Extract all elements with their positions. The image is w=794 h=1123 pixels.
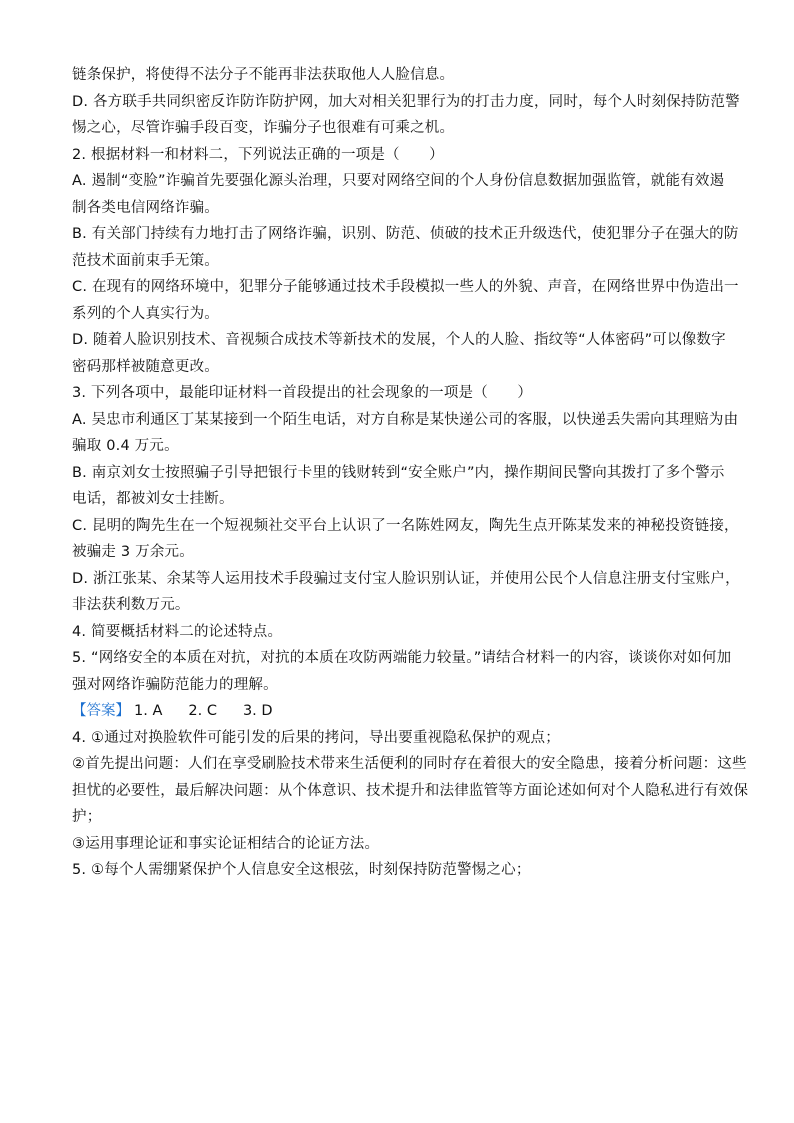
text-line: 4. ①通过对换脸软件可能引发的后果的拷问，导出要重视隐私保护的观点； [72,729,560,746]
answer-item: 3. D [242,703,273,719]
question-lines [72,62,740,698]
answer-row [72,698,722,725]
text-line: 骗取 0.4 万元。 [72,438,179,454]
text-line: 强对网络诈骗防范能力的理解。 [72,676,278,693]
answer-item: 2. C [188,703,217,719]
text-line: 2. 根据材料一和材料二，下列说法正确的一项是（ ） [72,146,444,163]
text-line: 被骗走 3 万余元。 [72,544,194,560]
text-line: A. 吴忠市利通区丁某某接到一个陌生电话，对方自称是某快递公司的客服，以快递丢失需向其理赔为由 [72,411,739,428]
text-line: 系列的个人真实行为。 [72,305,219,322]
text-line: B. 有关部门持续有力地打击了网络诈骗，识别、防范、侦破的技术正升级迭代，使犯罪分子在强大的防 [72,226,739,242]
document-body [72,62,749,884]
text-line: A. 遏制“变脸”诈骗首先要强化源头治理，只要对网络空间的个人身份信息数据加强监管，就能有效遏 [72,173,725,189]
text-line: B. 南京刘女士按照骗子引导把银行卡里的钱财转到“安全账户”内，操作期间民警向其拨打了多个警示 [72,464,725,481]
text-line: 4. 简要概括材料二的论述特点。 [72,623,283,640]
answer-item: 1. A [134,703,163,719]
text-line: 惕之心，尽管诈骗手段百变，诈骗分子也很难有可乘之机。 [72,120,455,136]
text-line: 范技术面前束手无策。 [72,252,219,269]
text-line: D. 随着人脸识别技术、音视频合成技术等新技术的发展，个人的人脸、指纹等“人体密码”可以像数字 [72,332,726,348]
text-line: ②首先提出问题：人们在享受刷脸技术带来生活便利的同时存在着很大的安全隐患，接着分析问题：这些 [72,756,747,772]
text-line: 制各类电信网络诈骗。 [72,199,219,216]
text-line: 密码那样被随意更改。 [72,358,219,375]
answer-lines [72,725,749,884]
text-line: 链条保护，将使得不法分子不能再非法获取他人人脸信息。 [72,67,455,83]
text-line: C. 昆明的陶先生在一个短视频社交平台上认识了一名陈姓网友，陶先生点开陈某发来的神秘投资链接， [72,517,739,534]
text-line: 5. ①每个人需绷紧保护个人信息安全这根弦，时刻保持防范警惕之心； [72,862,531,878]
text-line: 非法获利数万元。 [72,597,190,613]
text-line: 护； [72,809,102,825]
answer-label: 【答案】 [72,703,130,719]
text-line: C. 在现有的网络环境中，犯罪分子能够通过技术手段模拟一些人的外貌、声音，在网络世界中伪造出一 [72,279,739,295]
text-line: 担忧的必要性，最后解决问题：从个体意识、技术提升和法律监管等方面论述如何对个人隐私进行有效保 [72,782,749,799]
text-line: 3. 下列各项中，最能印证材料一首段提出的社会现象的一项是（ ） [72,385,533,401]
text-line: 电话，都被刘女士挂断。 [72,491,234,507]
text-line: ③运用事理论证和事实论证相结合的论证方法。 [72,835,380,852]
text-line: D. 各方联手共同织密反诈防诈防护网，加大对相关犯罪行为的打击力度，同时，每个人时刻保持防范警 [72,93,740,110]
text-line: 5. “网络安全的本质在对抗，对抗的本质在攻防两端能力较量。”请结合材料一的内容，谈谈你对如何加 [72,650,732,666]
text-line: D. 浙江张某、余某等人运用技术手段骗过支付宝人脸识别认证，并使用公民个人信息注册支付宝账户， [72,570,740,587]
